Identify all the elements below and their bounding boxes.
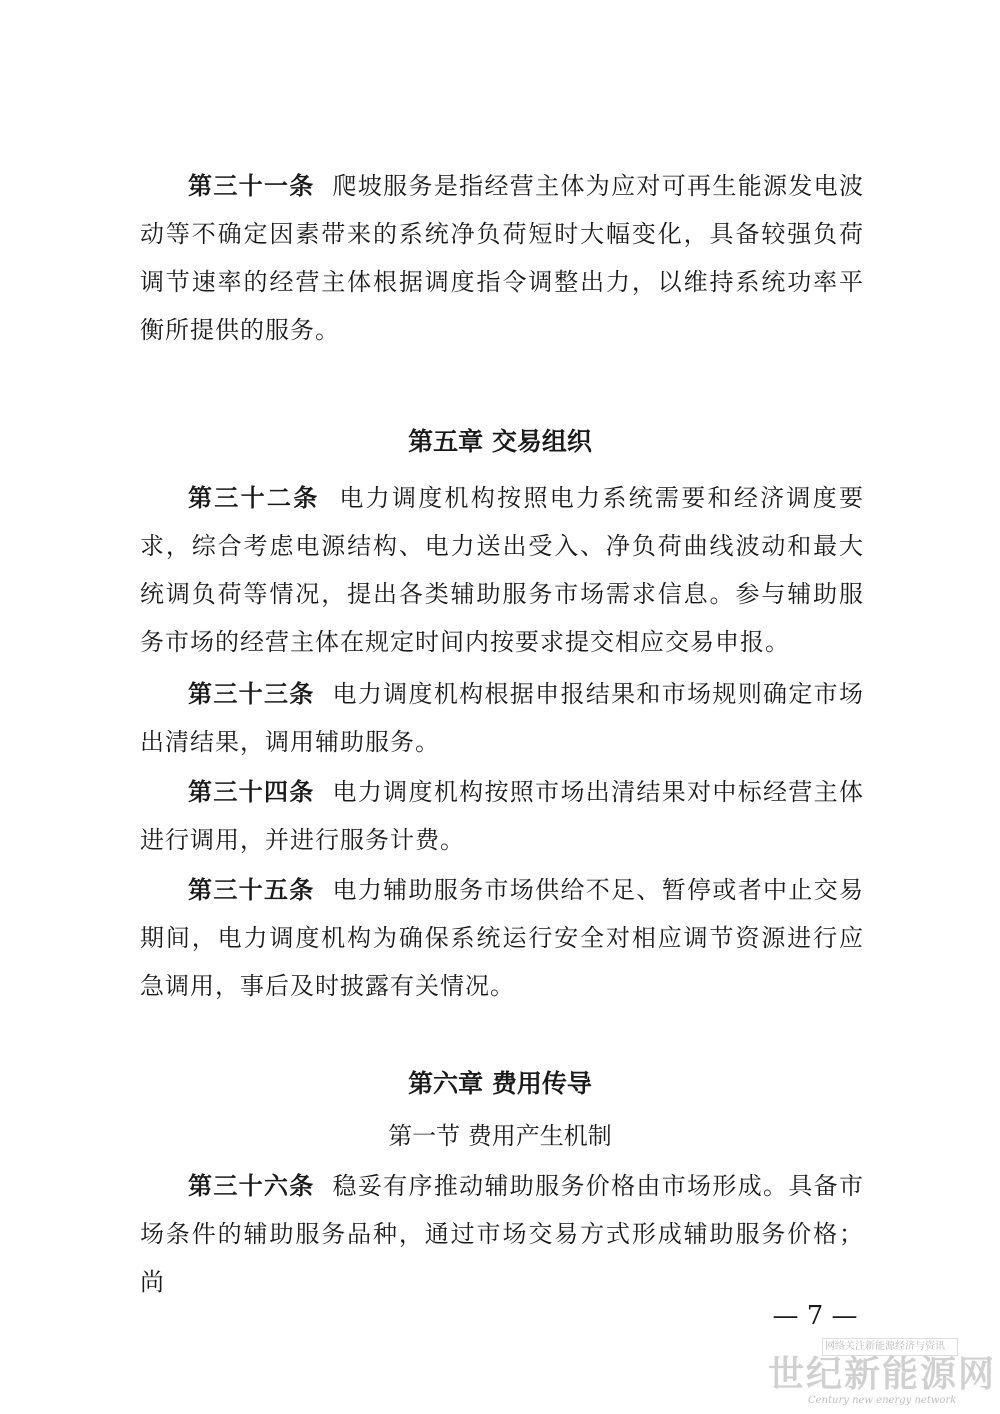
article-33-number: 第三十三条 [188,680,315,708]
article-32 [140,474,864,666]
article-32-number: 第三十二条 [188,484,320,512]
article-32-text: 电力调度机构按照电力系统需要和经济调度要求，综合考虑电源结构、电力送出受入、净负荷曲线波动和最大统调负荷等情况，提出各类辅助服务市场需求信息。参与辅助服务市场的经营主体在规定时间内按要求提交相应交易申报。 [140,484,865,656]
article-35-number: 第三十五条 [188,876,315,904]
page-number: — 7 — [772,1301,858,1331]
article-31-number: 第三十一条 [188,172,315,200]
article-31-text: 爬坡服务是指经营主体为应对可再生能源发电波动等不确定因素带来的系统净负荷短时大幅变化，具备较强负荷调节速率的经营主体根据调度指令调整出力，以维持系统功率平衡所提供的服务。 [140,172,864,344]
article-34-text: 电力调度机构按照市场出清结果对中标经营主体进行调用，并进行服务计费。 [140,778,864,854]
watermark-brand-en: Century new energy network [808,1395,957,1406]
article-36-text: 稳妥有序推动辅助服务价格由市场形成。具备市场条件的辅助服务品种，通过市场交易方式形成辅助服务价格；尚 [140,1172,864,1296]
section-1-title: 第一节 费用产生机制 [388,1122,612,1150]
article-35 [140,866,864,1010]
article-34-number: 第三十四条 [188,778,315,806]
article-33-text: 电力调度机构根据申报结果和市场规则确定市场出清结果，调用辅助服务。 [140,680,864,756]
watermark-brand: 世纪新能源网 [768,1353,997,1395]
article-36-number: 第三十六条 [188,1172,315,1200]
watermark-tagline: 网络关注新能源经济与资讯 [822,1338,958,1356]
article-33 [140,670,864,766]
article-35-text: 电力辅助服务市场供给不足、暂停或者中止交易期间，电力调度机构为确保系统运行安全对相应调节资源进行应急调用，事后及时披露有关情况。 [140,876,864,1000]
article-36 [140,1162,864,1306]
article-31 [140,162,864,354]
chapter-6-title: 第六章 费用传导 [408,1069,592,1098]
chapter-5-title: 第五章 交易组织 [408,427,592,456]
article-34 [140,768,864,864]
